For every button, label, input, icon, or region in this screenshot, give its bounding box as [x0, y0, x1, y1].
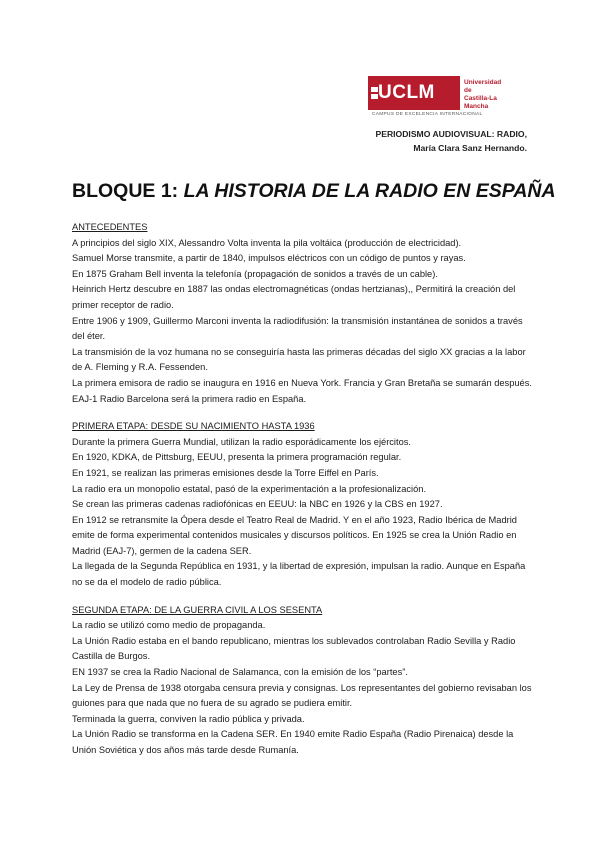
paragraph: EAJ-1 Radio Barcelona será la primera radio en España. [72, 393, 307, 404]
logo-emblem-icon [371, 87, 378, 99]
paragraph: La Unión Radio se transforma en la Cadena SER. En 1940 emite Radio España (Radio Pirenaica) desde la Unión Soviética y dos años más tarde desde Rumanía. [72, 729, 514, 755]
paragraph: Samuel Morse transmite, a partir de 1840, impulsos eléctricos con un código de puntos y rayas. [72, 253, 466, 264]
paragraph: En 1875 Graham Bell inventa la telefonía (propagación de sonidos a través de un cable). [72, 268, 438, 279]
paragraph: La transmisión de la voz humana no se conseguiría hasta las primeras décadas del siglo XX gracias a la labor de A. Fleming y R.A. Fessenden. [72, 346, 526, 373]
logo-side-line2: Castilla-La Mancha [464, 95, 497, 110]
logo-subtitle: CAMPUS DE EXCELENCIA INTERNACIONAL [372, 112, 483, 117]
section [72, 603, 532, 759]
section [72, 419, 532, 591]
paragraph: La radio era un monopolio estatal, pasó de la experimentación a la profesionalización. [72, 483, 427, 494]
paragraph: Entre 1906 y 1909, Guillermo Marconi inventa la radiodifusión: la transmisión instantánea de sonidos a través del éter. [72, 315, 523, 342]
author-name: María Clara Sanz Hernando. [413, 143, 527, 153]
paragraph: La Unión Radio estaba en el bando republicano, mientras los sublevados controlaban Radio Sevilla y Radio Castilla de Burgos. [72, 635, 516, 662]
uclm-logo [368, 76, 508, 120]
page-title [72, 180, 556, 203]
section-heading: ANTECEDENTES [72, 222, 148, 232]
paragraph: La Ley de Prensa de 1938 otorgaba censura previa y consignas. Los representantes del gobierno revisaban los guiones para que nada que no fuera de su agrado se pudiera emitir. [72, 682, 532, 709]
paragraph: A principios del siglo XIX, Alessandro Volta inventa la pila voltáica (producción de electricidad). [72, 237, 462, 248]
paragraph: En 1912 se retransmite la Ópera desde el Teatro Real de Madrid. Y en el año 1923, Radio Ibérica de Madrid emite de forma experimental contenidos musicales y discursos políticos. En 1925 se crea la Unión Radio en Madrid (EAJ-7), germen de la cadena SER. [72, 514, 517, 556]
paragraph: EN 1937 se crea la Radio Nacional de Salamanca, con la emisión de los “partes”. [72, 667, 408, 678]
logo-university-name [464, 79, 508, 111]
logo-side-line1: Universidad de [464, 79, 502, 94]
section-heading: PRIMERA ETAPA: DESDE SU NACIMIENTO HASTA 1936 [72, 421, 315, 432]
logo-wordmark: UCLM [378, 82, 435, 103]
paragraph: La llegada de la Segunda República en 1931, y la libertad de expresión, impulsan la radio. Aunque en España no se da el modelo de radio pública. [72, 561, 526, 588]
paragraph: Se crean las primeras cadenas radiofónicas en EEUU: la NBC en 1926 y la CBS en 1927. [72, 499, 443, 510]
title-prefix: BLOQUE 1: [72, 180, 184, 202]
logo-red-block [368, 76, 460, 110]
paragraph: La primera emisora de radio se inaugura en 1916 en Nueva York. Francia y Gran Bretaña se sumarán después. [72, 377, 532, 388]
section-heading: SEGUNDA ETAPA: DE LA GUERRA CIVIL A LOS SESENTA [72, 604, 323, 615]
paragraph: En 1920, KDKA, de Pittsburg, EEUU, presenta la primera programación regular. [72, 452, 402, 463]
document-header [375, 127, 527, 155]
paragraph: En 1921, se realizan las primeras emisiones desde la Torre Eiffel en París. [72, 467, 379, 478]
document-body [72, 220, 532, 771]
paragraph: La radio se utilizó como medio de propaganda. [72, 620, 266, 631]
title-main: LA HISTORIA DE LA RADIO EN ESPAÑA [183, 180, 556, 202]
course-name: PERIODISMO AUDIOVISUAL: RADIO, [375, 129, 527, 139]
paragraph: Terminada la guerra, conviven la radio pública y privada. [72, 713, 305, 724]
section [72, 220, 532, 407]
paragraph: Heinrich Hertz descubre en 1887 las ondas electromagnéticas (ondas hertzianas),, Permitirá la creación del primer receptor de radio. [72, 284, 516, 310]
paragraph: Durante la primera Guerra Mundial, utilizan la radio esporádicamente los ejércitos. [72, 436, 411, 447]
